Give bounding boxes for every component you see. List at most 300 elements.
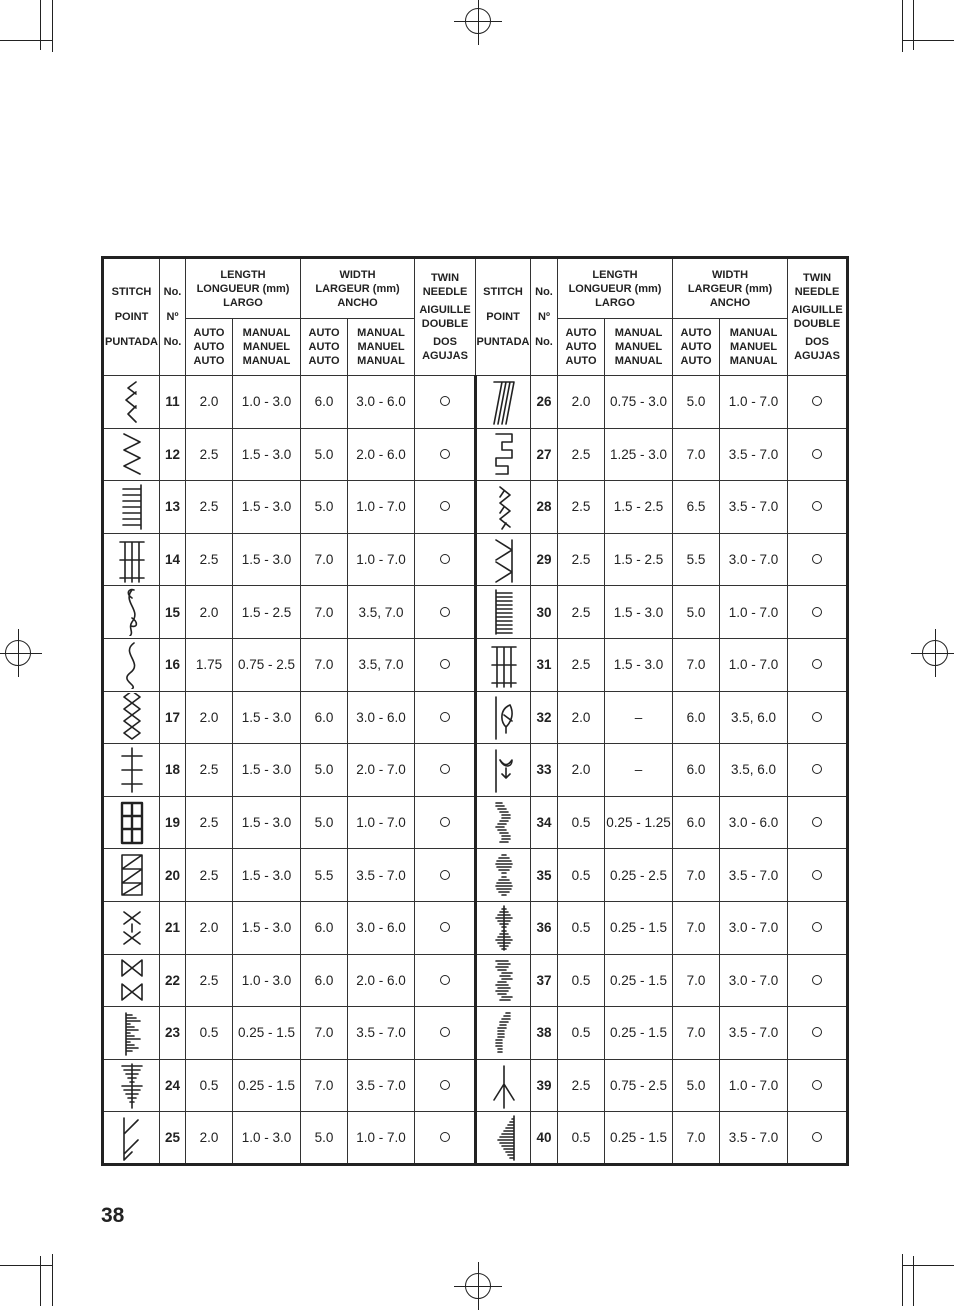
length-manual-value: – bbox=[605, 744, 673, 797]
circle-icon bbox=[440, 1132, 450, 1142]
stitch-number: 12 bbox=[160, 428, 186, 481]
crop-mark bbox=[902, 0, 903, 52]
length-manual-value: 1.5 - 3.0 bbox=[233, 428, 301, 481]
stitch-chart-body bbox=[103, 376, 848, 1165]
arrowhead-stitch-icon bbox=[480, 536, 528, 584]
number-header: No. Nº No. bbox=[160, 258, 186, 376]
width-manual-value: 3.5 - 7.0 bbox=[720, 481, 788, 534]
crop-mark bbox=[0, 40, 52, 41]
greek-key-stitch-icon bbox=[480, 430, 528, 478]
stitch-pattern-cell bbox=[103, 744, 160, 797]
bow-tie-stitch-icon bbox=[108, 956, 156, 1004]
width-auto-value: 6.0 bbox=[301, 691, 348, 744]
registration-mark-icon bbox=[465, 8, 491, 34]
length-auto-value: 0.5 bbox=[558, 849, 605, 902]
stitch-number: 11 bbox=[160, 376, 186, 429]
width-auto-value: 5.5 bbox=[301, 849, 348, 902]
twin-needle-cell bbox=[788, 586, 848, 639]
twin-needle-cell bbox=[788, 481, 848, 534]
lattice-stitch-icon bbox=[108, 693, 156, 741]
circle-icon bbox=[440, 607, 450, 617]
twin-needle-cell bbox=[415, 638, 476, 691]
crop-mark bbox=[913, 1256, 914, 1306]
length-manual-value: 1.5 - 3.0 bbox=[233, 901, 301, 954]
stitch-pattern-cell bbox=[476, 954, 531, 1007]
width-manual-value: 3.0 - 6.0 bbox=[348, 691, 415, 744]
width-auto-value: 5.5 bbox=[673, 533, 720, 586]
length-manual-value: 0.25 - 1.5 bbox=[605, 1007, 673, 1060]
number-header: No. Nº No. bbox=[531, 258, 558, 376]
width-auto-value: 7.0 bbox=[673, 1112, 720, 1165]
crop-mark bbox=[913, 0, 914, 50]
stitch-pattern-cell bbox=[103, 1112, 160, 1165]
table-row bbox=[103, 586, 848, 639]
length-auto-value: 2.5 bbox=[186, 849, 233, 902]
crop-mark bbox=[40, 0, 41, 50]
length-manual-value: 0.25 - 2.5 bbox=[605, 849, 673, 902]
width-manual-value: 1.0 - 7.0 bbox=[720, 376, 788, 429]
twin-needle-cell bbox=[788, 1059, 848, 1112]
length-auto-value: 2.0 bbox=[186, 376, 233, 429]
circle-icon bbox=[812, 922, 822, 932]
stitch-number: 31 bbox=[531, 638, 558, 691]
cross-stitch-icon bbox=[108, 904, 156, 952]
length-auto-value: 2.5 bbox=[558, 638, 605, 691]
width-auto-value: 7.0 bbox=[301, 533, 348, 586]
length-manual-value: 1.0 - 3.0 bbox=[233, 954, 301, 1007]
satin-wedge-stitch-icon bbox=[108, 1009, 156, 1057]
width-manual-value: 1.0 - 7.0 bbox=[348, 533, 415, 586]
width-auto-value: 5.0 bbox=[301, 744, 348, 797]
width-manual-value: 2.0 - 6.0 bbox=[348, 428, 415, 481]
circle-icon bbox=[812, 501, 822, 511]
length-manual-value: 1.25 - 3.0 bbox=[605, 428, 673, 481]
twin-needle-cell bbox=[415, 586, 476, 639]
width-manual-value: 1.0 - 7.0 bbox=[348, 1112, 415, 1165]
stitch-number: 35 bbox=[531, 849, 558, 902]
circle-icon bbox=[812, 449, 822, 459]
length-manual-value: 0.75 - 2.5 bbox=[233, 638, 301, 691]
length-auto-value: 2.5 bbox=[186, 954, 233, 1007]
twin-needle-cell bbox=[788, 376, 848, 429]
width-auto-value: 6.0 bbox=[301, 954, 348, 1007]
twin-needle-cell bbox=[788, 901, 848, 954]
length-manual-value: 0.25 - 1.5 bbox=[605, 901, 673, 954]
stitch-pattern-cell bbox=[476, 481, 531, 534]
length-manual-value: 1.5 - 3.0 bbox=[233, 691, 301, 744]
table-row bbox=[103, 796, 848, 849]
twin-needle-cell bbox=[415, 533, 476, 586]
length-auto-value: 2.5 bbox=[186, 428, 233, 481]
twin-needle-cell bbox=[415, 1112, 476, 1165]
twin-needle-cell bbox=[415, 376, 476, 429]
width-auto-value: 7.0 bbox=[673, 849, 720, 902]
twin-needle-cell bbox=[788, 1007, 848, 1060]
length-manual-value: 0.25 - 1.25 bbox=[605, 796, 673, 849]
circle-icon bbox=[440, 501, 450, 511]
length-manual-value: 0.25 - 1.5 bbox=[233, 1007, 301, 1060]
circle-icon bbox=[812, 764, 822, 774]
length-manual-value: 1.0 - 3.0 bbox=[233, 376, 301, 429]
stitch-number: 24 bbox=[160, 1059, 186, 1112]
stitch-number: 26 bbox=[531, 376, 558, 429]
width-manual-value: 2.0 - 6.0 bbox=[348, 954, 415, 1007]
length-auto-header: AUTO AUTO AUTO bbox=[186, 319, 233, 376]
stitch-number: 33 bbox=[531, 744, 558, 797]
length-manual-value: 1.5 - 3.0 bbox=[233, 481, 301, 534]
length-manual-value: 1.5 - 2.5 bbox=[233, 586, 301, 639]
stitch-chart-table bbox=[101, 256, 849, 1166]
blanket-stitch-icon bbox=[108, 483, 156, 531]
length-manual-value: 1.5 - 3.0 bbox=[605, 586, 673, 639]
stitch-pattern-cell bbox=[476, 1007, 531, 1060]
satin-arrow-stitch-icon bbox=[108, 1062, 156, 1110]
width-auto-value: 6.5 bbox=[673, 481, 720, 534]
width-manual-value: 3.5 - 7.0 bbox=[348, 1059, 415, 1112]
length-auto-value: 0.5 bbox=[558, 796, 605, 849]
satin-triangle-stitch-icon bbox=[480, 1114, 528, 1162]
width-auto-value: 5.0 bbox=[673, 586, 720, 639]
width-auto-value: 6.0 bbox=[673, 796, 720, 849]
width-manual-value: 3.5 - 7.0 bbox=[348, 1007, 415, 1060]
stitch-pattern-cell bbox=[476, 1059, 531, 1112]
page-number: 38 bbox=[101, 1204, 125, 1227]
twin-needle-cell bbox=[788, 691, 848, 744]
registration-mark-icon bbox=[922, 640, 948, 666]
registration-mark-icon bbox=[465, 1273, 491, 1299]
satin-step-stitch-icon bbox=[480, 799, 528, 847]
circle-icon bbox=[440, 764, 450, 774]
stitch-number: 36 bbox=[531, 901, 558, 954]
twin-needle-cell bbox=[788, 954, 848, 1007]
stitch-pattern-cell bbox=[476, 901, 531, 954]
twin-needle-cell bbox=[788, 428, 848, 481]
circle-icon bbox=[440, 449, 450, 459]
stitch-pattern-cell bbox=[103, 849, 160, 902]
stitch-number: 29 bbox=[531, 533, 558, 586]
stitch-number: 25 bbox=[160, 1112, 186, 1165]
width-auto-value: 7.0 bbox=[301, 1007, 348, 1060]
length-auto-value: 2.0 bbox=[186, 691, 233, 744]
length-auto-value: 2.5 bbox=[558, 428, 605, 481]
stitch-pattern-cell bbox=[476, 744, 531, 797]
length-manual-value: 1.5 - 3.0 bbox=[233, 533, 301, 586]
stitch-number: 22 bbox=[160, 954, 186, 1007]
table-row bbox=[103, 481, 848, 534]
width-auto-value: 7.0 bbox=[301, 638, 348, 691]
crop-mark bbox=[902, 40, 954, 41]
length-manual-value: 1.0 - 3.0 bbox=[233, 1112, 301, 1165]
slant-stitch-icon bbox=[108, 1114, 156, 1162]
length-auto-value: 2.5 bbox=[558, 1059, 605, 1112]
circle-icon bbox=[812, 607, 822, 617]
table-row bbox=[103, 901, 848, 954]
length-auto-value: 2.0 bbox=[186, 901, 233, 954]
twin-needle-cell bbox=[788, 638, 848, 691]
dense-blanket-stitch-icon bbox=[480, 588, 528, 636]
length-auto-value: 0.5 bbox=[186, 1059, 233, 1112]
table-row bbox=[103, 849, 848, 902]
width-manual-value: 1.0 - 7.0 bbox=[720, 638, 788, 691]
width-manual-value: 3.5 - 7.0 bbox=[720, 428, 788, 481]
hem-stitch-icon bbox=[108, 536, 156, 584]
length-auto-value: 2.0 bbox=[186, 1112, 233, 1165]
slant-bar-stitch-icon bbox=[480, 378, 528, 426]
stitch-number: 37 bbox=[531, 954, 558, 1007]
crop-mark bbox=[52, 1254, 53, 1306]
width-header: WIDTH LARGEUR (mm) ANCHO bbox=[673, 258, 788, 319]
table-row bbox=[103, 428, 848, 481]
feather-stitch-icon bbox=[480, 1062, 528, 1110]
table-row bbox=[103, 638, 848, 691]
stitch-pattern-cell bbox=[103, 638, 160, 691]
stitch-number: 28 bbox=[531, 481, 558, 534]
table-row bbox=[103, 376, 848, 429]
stitch-number: 40 bbox=[531, 1112, 558, 1165]
circle-icon bbox=[440, 870, 450, 880]
length-auto-value: 0.5 bbox=[558, 954, 605, 1007]
width-auto-value: 7.0 bbox=[673, 428, 720, 481]
circle-icon bbox=[812, 554, 822, 564]
circle-icon bbox=[440, 554, 450, 564]
circle-icon bbox=[812, 975, 822, 985]
width-auto-value: 5.0 bbox=[301, 1112, 348, 1165]
stitch-pattern-cell bbox=[103, 1059, 160, 1112]
length-auto-value: 0.5 bbox=[186, 1007, 233, 1060]
length-auto-value: 2.5 bbox=[558, 533, 605, 586]
width-manual-value: 3.5, 7.0 bbox=[348, 586, 415, 639]
triangle-stitch-icon bbox=[108, 851, 156, 899]
length-manual-value: 1.5 - 2.5 bbox=[605, 533, 673, 586]
satin-block-stitch-icon bbox=[480, 956, 528, 1004]
width-manual-value: 3.0 - 7.0 bbox=[720, 954, 788, 1007]
length-manual-value: 1.5 - 3.0 bbox=[233, 744, 301, 797]
crop-mark bbox=[902, 1265, 954, 1266]
stitch-pattern-cell bbox=[103, 376, 160, 429]
length-auto-value: 2.0 bbox=[186, 586, 233, 639]
width-header: WIDTH LARGEUR (mm) ANCHO bbox=[301, 258, 415, 319]
circle-icon bbox=[812, 870, 822, 880]
circle-icon bbox=[440, 659, 450, 669]
lotus-stitch-icon bbox=[480, 693, 528, 741]
width-manual-value: 3.5 - 7.0 bbox=[720, 1007, 788, 1060]
table-row bbox=[103, 1112, 848, 1165]
stitch-number: 38 bbox=[531, 1007, 558, 1060]
width-manual-value: 3.5 - 7.0 bbox=[720, 1112, 788, 1165]
twin-needle-cell bbox=[788, 796, 848, 849]
vine-stitch-icon bbox=[108, 588, 156, 636]
crop-mark bbox=[0, 1265, 52, 1266]
twin-needle-header: TWIN NEEDLE AIGUILLE DOUBLE DOS AGUJAS bbox=[788, 258, 848, 376]
stitch-number: 30 bbox=[531, 586, 558, 639]
twin-needle-cell bbox=[415, 744, 476, 797]
width-auto-value: 6.0 bbox=[301, 901, 348, 954]
satin-oval-stitch-icon bbox=[480, 851, 528, 899]
width-manual-value: 3.5 - 7.0 bbox=[348, 849, 415, 902]
zigzag-stitch-icon bbox=[108, 430, 156, 478]
twin-needle-cell bbox=[415, 796, 476, 849]
length-auto-value: 2.5 bbox=[186, 744, 233, 797]
length-manual-value: 0.25 - 1.5 bbox=[605, 954, 673, 1007]
stitch-number: 32 bbox=[531, 691, 558, 744]
twin-needle-cell bbox=[415, 691, 476, 744]
table-row bbox=[103, 1007, 848, 1060]
length-auto-header: AUTO AUTO AUTO bbox=[558, 319, 605, 376]
crop-mark bbox=[902, 1254, 903, 1306]
length-header: LENGTH LONGUEUR (mm) LARGO bbox=[558, 258, 673, 319]
stitch-pattern-cell bbox=[103, 481, 160, 534]
circle-icon bbox=[812, 712, 822, 722]
width-manual-value: 3.5 - 7.0 bbox=[720, 849, 788, 902]
stitch-pattern-cell bbox=[103, 533, 160, 586]
length-auto-value: 1.75 bbox=[186, 638, 233, 691]
circle-icon bbox=[440, 1080, 450, 1090]
stitch-pattern-cell bbox=[103, 954, 160, 1007]
twin-needle-cell bbox=[415, 1059, 476, 1112]
length-manual-value: 1.5 - 3.0 bbox=[605, 638, 673, 691]
width-auto-value: 5.0 bbox=[301, 796, 348, 849]
stitch-pattern-cell bbox=[103, 586, 160, 639]
length-manual-value: 1.5 - 3.0 bbox=[233, 796, 301, 849]
crop-mark bbox=[40, 1256, 41, 1306]
serpentine-stitch-icon bbox=[108, 641, 156, 689]
circle-icon bbox=[812, 1132, 822, 1142]
width-auto-value: 5.0 bbox=[673, 376, 720, 429]
length-manual-header: MANUAL MANUEL MANUAL bbox=[605, 319, 673, 376]
width-auto-value: 5.0 bbox=[301, 481, 348, 534]
stitch-pattern-cell bbox=[476, 638, 531, 691]
stitch-number: 18 bbox=[160, 744, 186, 797]
circle-icon bbox=[440, 1027, 450, 1037]
circle-icon bbox=[812, 396, 822, 406]
table-row bbox=[103, 744, 848, 797]
stitch-pattern-cell bbox=[103, 796, 160, 849]
satin-diamond-stitch-icon bbox=[480, 904, 528, 952]
twin-needle-cell bbox=[788, 533, 848, 586]
twin-needle-cell bbox=[788, 849, 848, 902]
ladder-stitch-icon bbox=[108, 799, 156, 847]
stitch-pattern-cell bbox=[476, 1112, 531, 1165]
width-auto-value: 7.0 bbox=[301, 586, 348, 639]
width-auto-value: 7.0 bbox=[673, 638, 720, 691]
width-manual-header: MANUAL MANUEL MANUAL bbox=[720, 319, 788, 376]
width-manual-value: 1.0 - 7.0 bbox=[348, 796, 415, 849]
circle-icon bbox=[812, 659, 822, 669]
stitch-number: 27 bbox=[531, 428, 558, 481]
stitch-number: 20 bbox=[160, 849, 186, 902]
stitch-pattern-cell bbox=[476, 586, 531, 639]
stitch-number: 23 bbox=[160, 1007, 186, 1060]
circle-icon bbox=[812, 1027, 822, 1037]
stitch-pattern-cell bbox=[476, 428, 531, 481]
width-auto-value: 6.0 bbox=[673, 691, 720, 744]
stitch-pattern-cell bbox=[476, 376, 531, 429]
circle-icon bbox=[440, 396, 450, 406]
stitch-pattern-cell bbox=[476, 691, 531, 744]
width-manual-value: 1.0 - 7.0 bbox=[720, 1059, 788, 1112]
length-auto-value: 0.5 bbox=[558, 1112, 605, 1165]
stitch-header: STITCH POINT PUNTADA bbox=[476, 258, 531, 376]
stitch-number: 17 bbox=[160, 691, 186, 744]
stitch-pattern-cell bbox=[103, 1007, 160, 1060]
stitch-number: 39 bbox=[531, 1059, 558, 1112]
twin-needle-cell bbox=[415, 481, 476, 534]
length-auto-value: 2.5 bbox=[558, 586, 605, 639]
width-manual-value: 2.0 - 7.0 bbox=[348, 744, 415, 797]
stitch-pattern-cell bbox=[103, 901, 160, 954]
stitch-number: 19 bbox=[160, 796, 186, 849]
width-auto-header: AUTO AUTO AUTO bbox=[673, 319, 720, 376]
length-auto-value: 2.0 bbox=[558, 744, 605, 797]
width-manual-value: 1.0 - 7.0 bbox=[720, 586, 788, 639]
arrow-stitch-icon bbox=[108, 378, 156, 426]
width-manual-value: 3.0 - 7.0 bbox=[720, 533, 788, 586]
length-auto-value: 2.5 bbox=[186, 533, 233, 586]
width-auto-value: 7.0 bbox=[301, 1059, 348, 1112]
width-auto-header: AUTO AUTO AUTO bbox=[301, 319, 348, 376]
width-manual-value: 3.0 - 6.0 bbox=[348, 901, 415, 954]
width-auto-value: 5.0 bbox=[301, 428, 348, 481]
width-auto-value: 7.0 bbox=[673, 954, 720, 1007]
stitch-header: STITCH POINT PUNTADA bbox=[103, 258, 160, 376]
circle-icon bbox=[440, 975, 450, 985]
stitch-pattern-cell bbox=[476, 796, 531, 849]
width-manual-value: 3.0 - 6.0 bbox=[348, 376, 415, 429]
table-row bbox=[103, 533, 848, 586]
stitch-number: 34 bbox=[531, 796, 558, 849]
width-auto-value: 7.0 bbox=[673, 901, 720, 954]
length-manual-value: 0.75 - 2.5 bbox=[605, 1059, 673, 1112]
crop-mark bbox=[52, 0, 53, 52]
width-auto-value: 6.0 bbox=[301, 376, 348, 429]
length-auto-value: 0.5 bbox=[558, 901, 605, 954]
length-auto-value: 2.0 bbox=[558, 376, 605, 429]
open-hem-stitch-icon bbox=[480, 641, 528, 689]
length-manual-value: – bbox=[605, 691, 673, 744]
length-manual-value: 1.5 - 3.0 bbox=[233, 849, 301, 902]
width-manual-value: 3.0 - 6.0 bbox=[720, 796, 788, 849]
circle-icon bbox=[812, 1080, 822, 1090]
table-row bbox=[103, 691, 848, 744]
twin-needle-header: TWIN NEEDLE AIGUILLE DOUBLE DOS AGUJAS bbox=[415, 258, 476, 376]
circle-icon bbox=[440, 712, 450, 722]
width-manual-value: 3.5, 7.0 bbox=[348, 638, 415, 691]
length-manual-value: 0.75 - 3.0 bbox=[605, 376, 673, 429]
table-row bbox=[103, 1059, 848, 1112]
tulip-stitch-icon bbox=[480, 746, 528, 794]
length-manual-value: 0.25 - 1.5 bbox=[605, 1112, 673, 1165]
length-auto-value: 2.5 bbox=[186, 481, 233, 534]
circle-icon bbox=[440, 817, 450, 827]
width-manual-header: MANUAL MANUEL MANUAL bbox=[348, 319, 415, 376]
width-manual-value: 3.5, 6.0 bbox=[720, 744, 788, 797]
twin-needle-cell bbox=[415, 901, 476, 954]
length-manual-value: 1.5 - 2.5 bbox=[605, 481, 673, 534]
width-auto-value: 6.0 bbox=[673, 744, 720, 797]
twin-needle-cell bbox=[415, 428, 476, 481]
stitch-pattern-cell bbox=[476, 849, 531, 902]
stitch-number: 14 bbox=[160, 533, 186, 586]
stitch-number: 15 bbox=[160, 586, 186, 639]
length-auto-value: 0.5 bbox=[558, 1007, 605, 1060]
twin-needle-cell bbox=[415, 954, 476, 1007]
stitch-number: 13 bbox=[160, 481, 186, 534]
twin-needle-cell bbox=[788, 744, 848, 797]
length-auto-value: 2.5 bbox=[558, 481, 605, 534]
stitch-pattern-cell bbox=[103, 428, 160, 481]
width-manual-value: 3.5, 6.0 bbox=[720, 691, 788, 744]
width-manual-value: 1.0 - 7.0 bbox=[348, 481, 415, 534]
